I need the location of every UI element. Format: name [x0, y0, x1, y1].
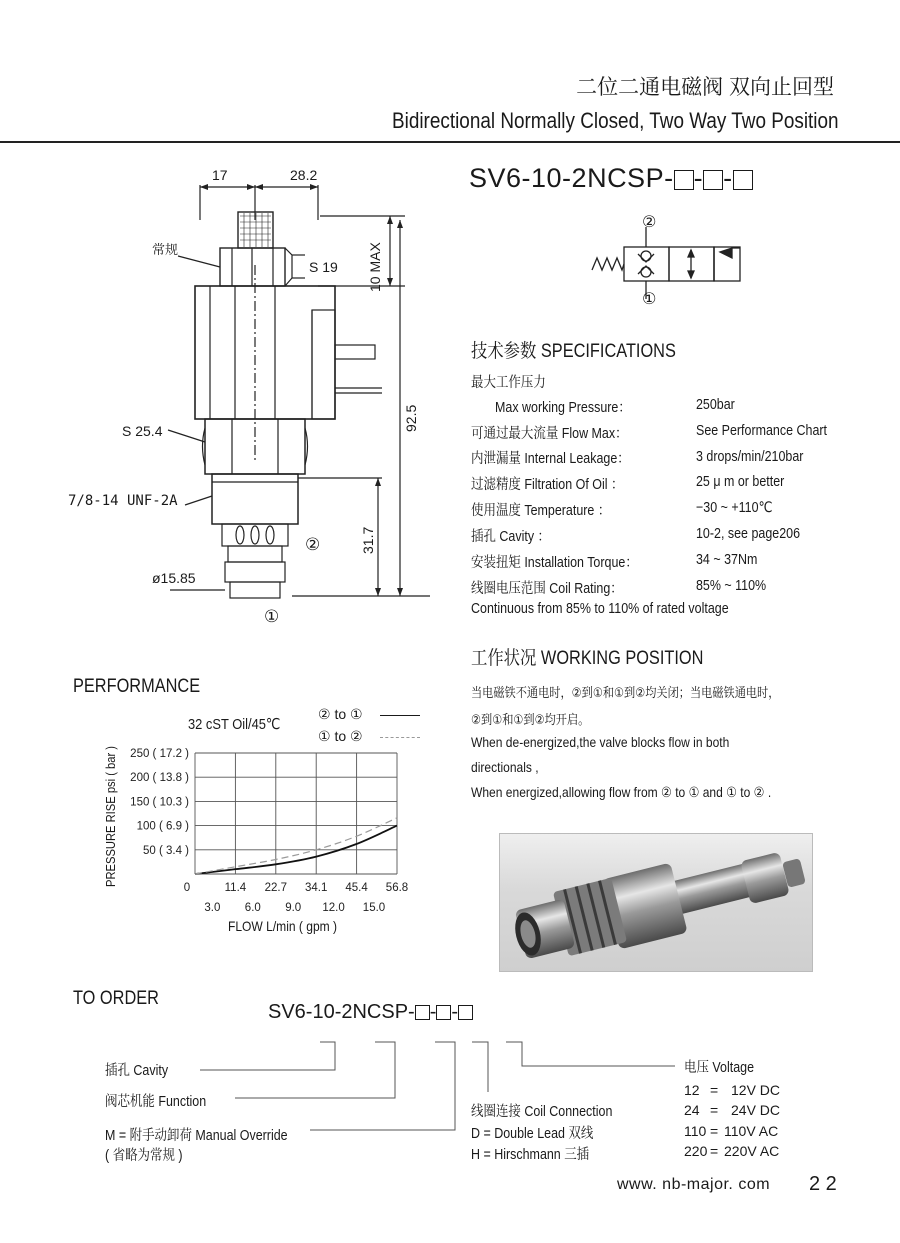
spec-note: Continuous from 85% to 110% of rated voltage [471, 601, 729, 617]
voltage-row-1-value: 12V DC [731, 1082, 781, 1098]
working-en-line2: directionals , [471, 759, 539, 775]
legend-series-1-swatch [380, 715, 420, 716]
x-tick-label-gpm: 6.0 [244, 902, 261, 914]
performance-heading: PERFORMANCE [73, 676, 201, 697]
order-box-3 [458, 1005, 473, 1020]
dim-diameter: ø15.85 [152, 570, 196, 586]
order-sep-2: - [451, 1001, 459, 1023]
hydraulic-symbol [590, 212, 750, 307]
working-cn-line1: 当电磁铁不通电时，②到①和①到②均关闭；当电磁铁通电时， [471, 685, 780, 700]
voltage-row-2-eq: = [710, 1102, 719, 1118]
dim-92-5: 92.5 [403, 404, 419, 432]
spec-value-cavity: 10-2, see page206 [696, 526, 801, 542]
spec-label-coil: 线圈电压范围 Coil Rating： [471, 581, 623, 597]
order-override: M = 附手动卸荷 Manual Override [105, 1128, 288, 1144]
port-2-label: ② [305, 535, 321, 554]
legend-series-2-swatch [380, 737, 420, 738]
voltage-row-3-code: 110 [684, 1123, 707, 1139]
title-chinese: 二位二通电磁阀 双向止回型 [576, 76, 834, 99]
dim-17: 17 [212, 167, 228, 183]
spec-value-coil: 85% ~ 110% [696, 578, 767, 594]
performance-chart [130, 740, 430, 940]
dim-31-7: 31.7 [360, 526, 376, 554]
footer-page-number: 2 2 [809, 1173, 837, 1195]
legend-series-1-label: ② to ① [318, 706, 363, 722]
port-1-label: ① [264, 607, 280, 626]
x-tick-label: 22.7 [264, 882, 287, 894]
model-box-1 [674, 170, 694, 190]
model-code [469, 163, 753, 194]
spec-value-flow-max: See Performance Chart [696, 423, 828, 439]
x-tick-label: 0 [183, 882, 191, 894]
y-tick-label: 50 ( 3.4 ) [142, 844, 189, 857]
dim-s19: S 19 [309, 259, 338, 275]
chart-subtitle: 32 cST Oil/45℃ [188, 716, 281, 733]
spec-label-flow-max: 可通过最大流量 Flow Max： [471, 426, 628, 442]
y-tick-label: 200 ( 13.8 ) [130, 772, 189, 785]
voltage-row-3-value: 110V AC [724, 1123, 779, 1139]
spec-value-max-pressure: 250bar [696, 397, 735, 413]
spec-label-cavity: 插孔 Cavity ： [471, 529, 550, 545]
symbol-port-1: ① [642, 291, 657, 308]
spec-label-temperature: 使用温度 Temperature ： [471, 503, 611, 519]
order-heading: TO ORDER [73, 988, 159, 1009]
order-coil-heading: 线圈连接 Coil Connection [471, 1104, 613, 1120]
spec-label-filtration: 过滤精度 Filtration Of Oil ： [471, 477, 624, 493]
x-tick-label-gpm: 3.0 [204, 902, 221, 914]
order-voltage-heading: 电压 Voltage [684, 1060, 755, 1076]
voltage-row-4-value: 220V AC [724, 1143, 780, 1159]
spec-value-filtration: 25 μ m or better [696, 474, 785, 490]
voltage-row-1-code: 12 [684, 1082, 700, 1098]
x-tick-label: 11.4 [224, 882, 247, 894]
spec-label-max-pressure: Max working Pressure： [495, 400, 631, 416]
voltage-row-3-eq: = [710, 1123, 719, 1139]
voltage-row-4-code: 220 [684, 1143, 708, 1159]
order-box-1 [415, 1005, 430, 1020]
y-tick-label: 250 ( 17.2 ) [130, 748, 189, 760]
dim-28-2: 28.2 [290, 167, 318, 183]
footer-url: www. nb-major. com [617, 1176, 771, 1193]
specs-heading: 技术参数 SPECIFICATIONS [471, 341, 676, 362]
voltage-row-2-value: 24V DC [731, 1102, 781, 1118]
voltage-row-1-eq: = [710, 1082, 719, 1098]
x-tick-label-gpm: 12.0 [322, 902, 345, 914]
model-box-2 [703, 170, 723, 190]
chart-xlabel: FLOW L/min ( gpm ) [228, 918, 338, 934]
header-rule [0, 141, 900, 143]
x-tick-label-gpm: 15.0 [362, 902, 386, 914]
order-coil-double: D = Double Lead 双线 [471, 1126, 594, 1142]
order-function: 阀芯机能 Function [105, 1094, 207, 1110]
order-code-prefix: SV6-10-2NCSP- [268, 1001, 415, 1023]
voltage-row-2-code: 24 [684, 1102, 700, 1118]
model-sep-2: - [723, 163, 733, 193]
chart-ylabel: PRESSURE RISE psi ( bar ) [103, 745, 118, 887]
dim-thread: 7/8-14 UNF-2A [68, 493, 178, 509]
spec-value-temperature: −30 ~ +110℃ [696, 500, 773, 516]
order-cavity: 插孔 Cavity [105, 1063, 169, 1079]
working-en-line3: When energized,allowing flow from ② to ① and ① to ② . [471, 784, 772, 800]
spec-label-torque: 安装扭矩 Installation Torque： [471, 555, 638, 571]
x-tick-label: 34.1 [305, 882, 328, 894]
series-line-2 [195, 818, 397, 874]
order-coil-hirschmann: H = Hirschmann 三插 [471, 1147, 590, 1163]
y-tick-label: 150 ( 10.3 ) [130, 796, 189, 809]
title-english: Bidirectional Normally Closed, Two Way Two Position [392, 108, 839, 133]
order-override-note: ( 省略为常规 ) [105, 1148, 183, 1164]
spec-value-torque: 34 ~ 37Nm [696, 552, 758, 568]
valve-dimension-drawing [60, 160, 460, 640]
working-heading: 工作状况 WORKING POSITION [471, 648, 704, 669]
legend-series-2-label: ① to ② [318, 728, 363, 744]
order-box-2 [436, 1005, 451, 1020]
working-en-line1: When de-energized,the valve blocks flow in both [471, 734, 730, 750]
x-tick-label: 45.4 [345, 882, 368, 894]
dim-10max: 10 MAX [367, 242, 383, 292]
dim-s25-4: S 25.4 [122, 423, 163, 439]
product-photo-illustration [500, 834, 812, 971]
model-box-3 [733, 170, 753, 190]
spec-label-leakage: 内泄漏量 Internal Leakage： [471, 451, 630, 467]
specs-max-pressure-cn: 最大工作压力 [471, 375, 546, 391]
working-cn-line2: ②到①和①到②均开启。 [471, 712, 590, 727]
model-code-prefix: SV6-10-2NCSP- [469, 163, 674, 193]
x-tick-label: 56.8 [385, 882, 409, 894]
x-tick-label-gpm: 9.0 [285, 902, 302, 914]
voltage-row-4-eq: = [710, 1143, 719, 1159]
order-code [268, 1001, 473, 1024]
order-sep-1: - [429, 1001, 437, 1023]
y-tick-label: 100 ( 6.9 ) [136, 820, 189, 833]
model-sep-1: - [693, 163, 704, 193]
symbol-port-2: ② [642, 214, 657, 231]
product-photo [499, 833, 813, 972]
label-normal: 常规 [152, 242, 179, 257]
spec-value-leakage: 3 drops/min/210bar [696, 449, 804, 465]
